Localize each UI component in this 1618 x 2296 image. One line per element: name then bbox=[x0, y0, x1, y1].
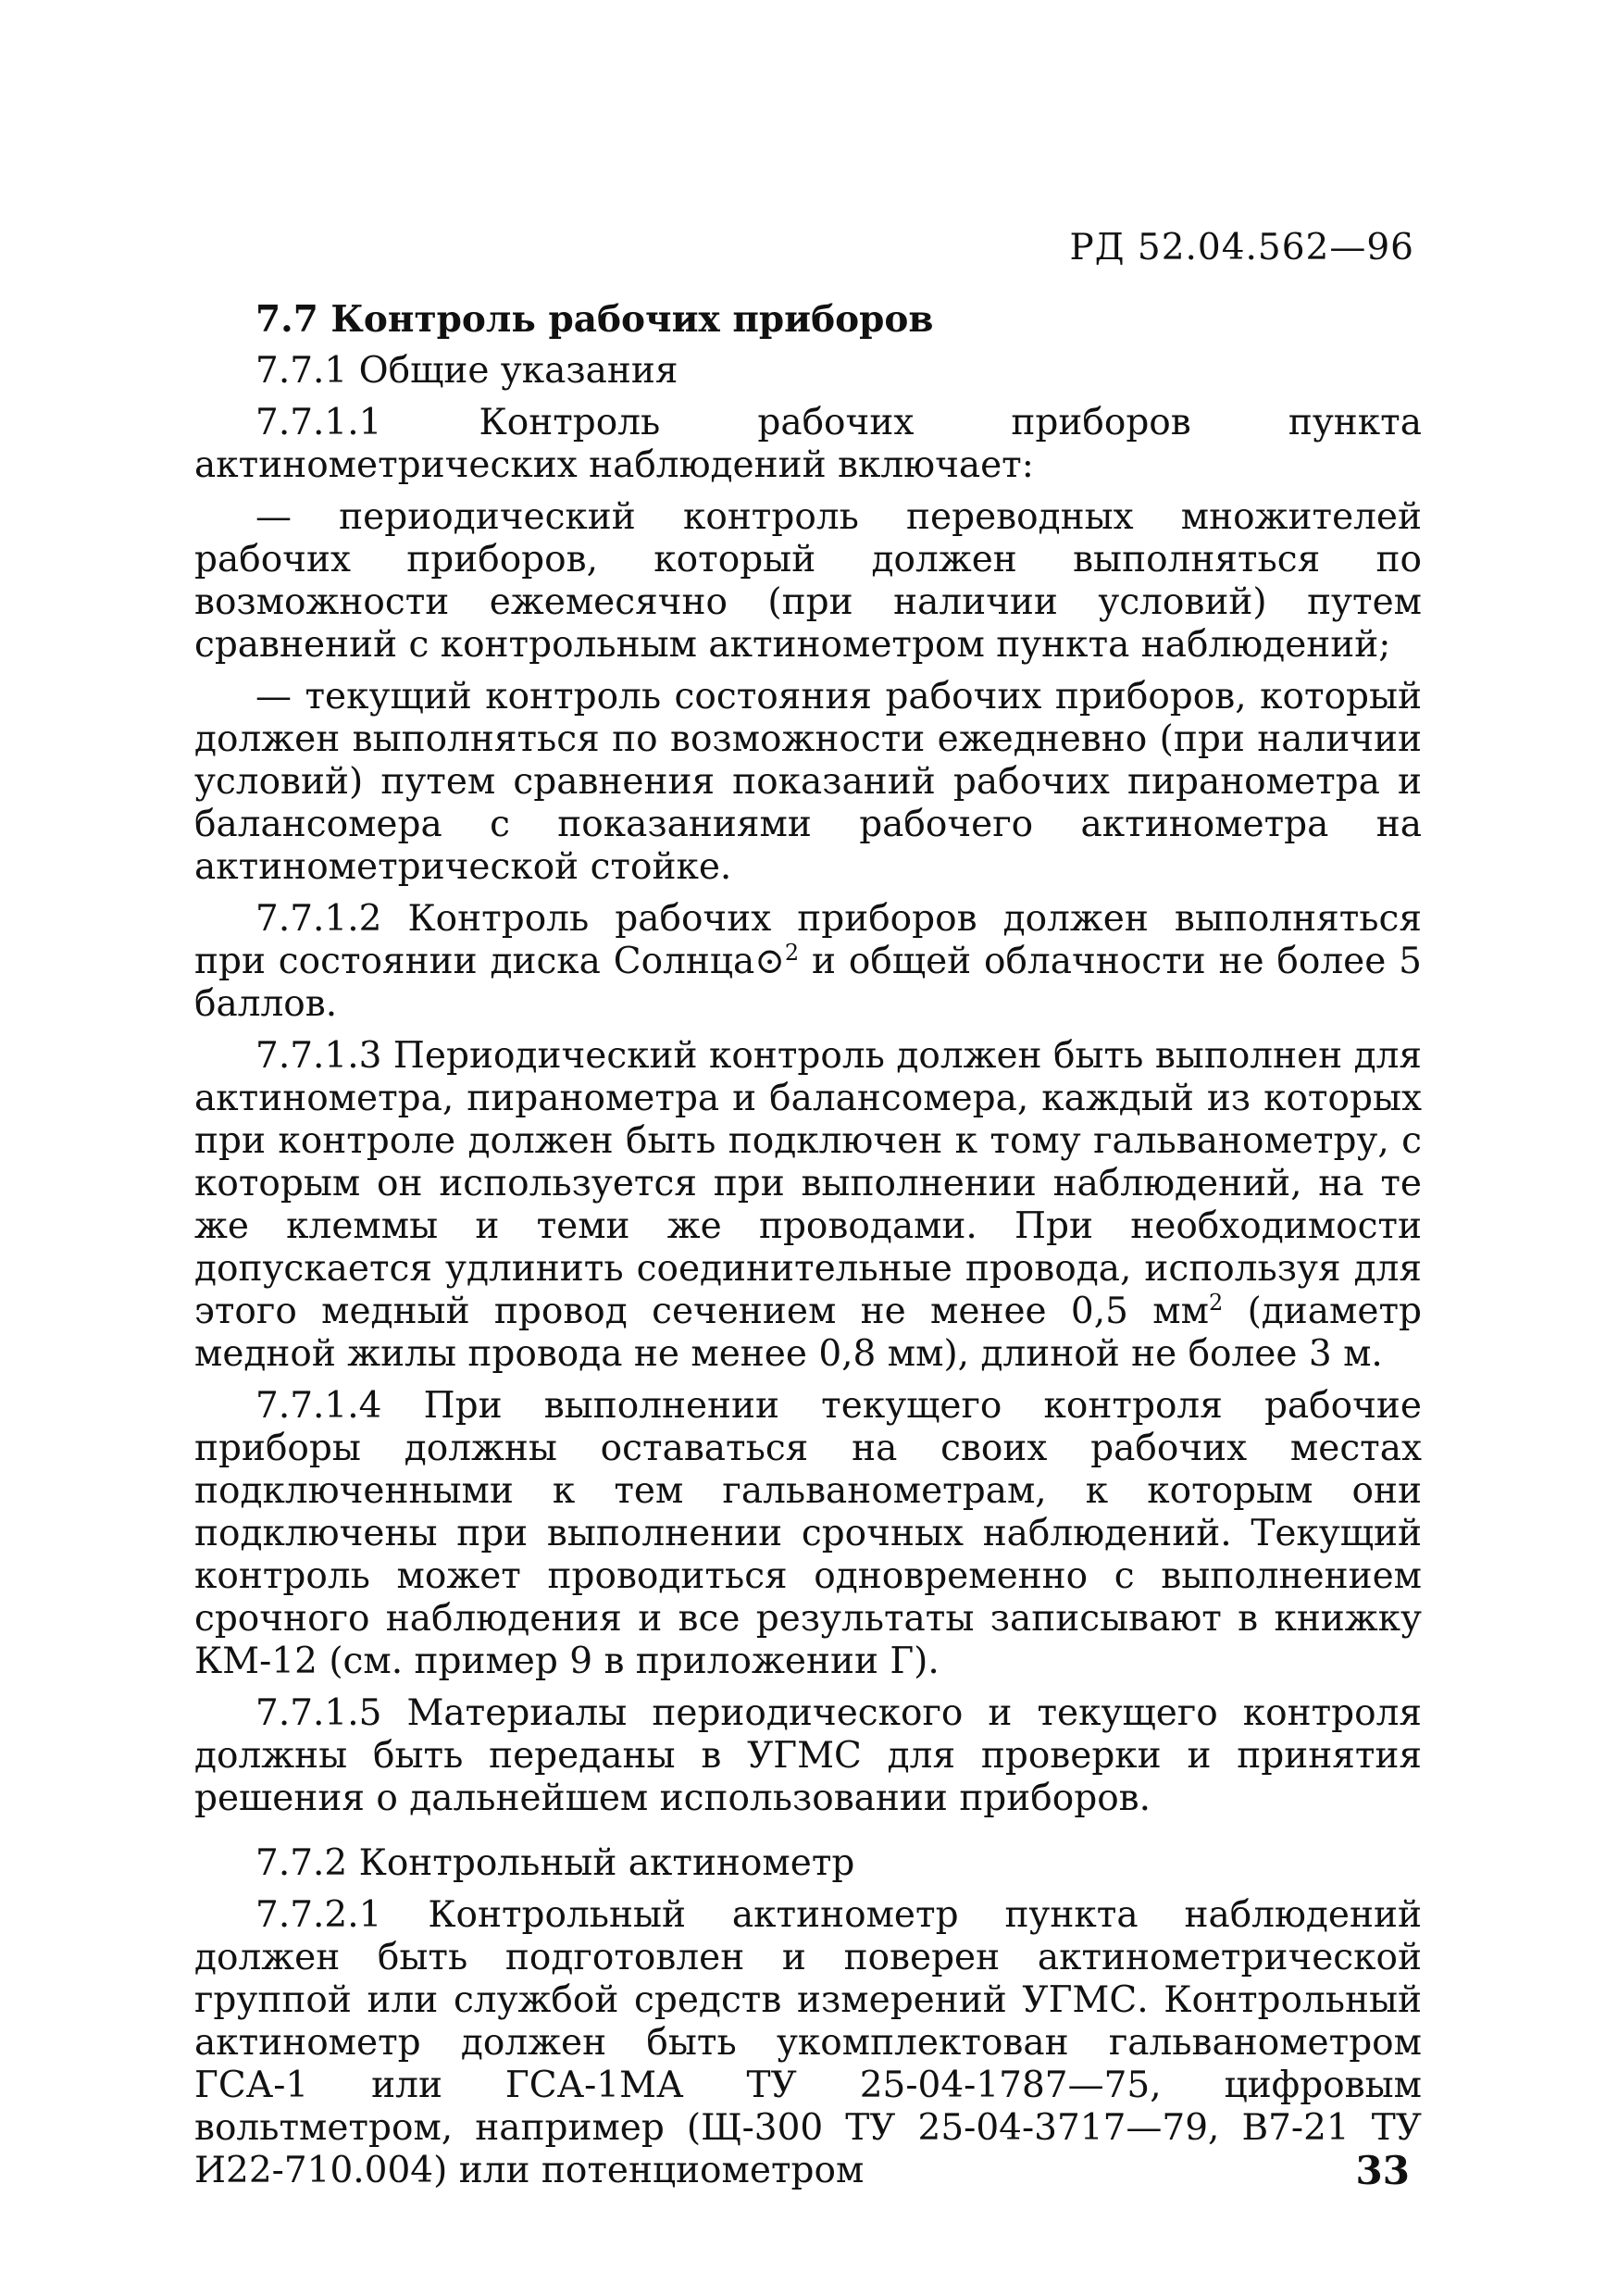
subsection-title-7-7-2: 7.7.2 Контрольный актинометр bbox=[255, 1842, 855, 1884]
paragraph-7-7-1-1-item-1: — периодический контроль переводных множителей рабочих приборов, который должен выполняться по возможности ежемесячно (при наличии условий) путем сравнений с контрольным актинометром пункта наблюдений; bbox=[194, 496, 1422, 666]
paragraph-7-7-1-5: 7.7.1.5 Материалы периодического и текущего контроля должны быть переданы в УГМС для проверки и принятия решения о дальнейшем использовании приборов. bbox=[194, 1692, 1422, 1819]
paragraph-7-7-2-1: 7.7.2.1 Контрольный актинометр пункта наблюдений должен быть подготовлен и поверен актинометрической группой или службой средств измерений УГМС. Контрольный актинометр должен быть укомплектован гальванометром ГСА-1 или ГСА-1МА ТУ 25-04-1787—75, цифровым вольтметром, например (Щ-300 ТУ 25-04-3717—79, В7-21 ТУ И22-710.004) или потенциометром bbox=[194, 1894, 1422, 2191]
paragraph-7-7-1-2-part-2: и общей облачности не более 5 баллов. bbox=[194, 941, 1422, 1025]
subsection-title-7-7-1: 7.7.1 Общие указания bbox=[255, 350, 678, 392]
page-body bbox=[194, 298, 1422, 2202]
paragraph-7-7-1-1-item-2: — текущий контроль состояния рабочих приборов, который должен выполняться по возможности ежедневно (при наличии условий) путем сравнения показаний рабочих пиранометра и балансомера с показаниями рабочего актинометра на актинометрической стойке. bbox=[194, 676, 1422, 888]
paragraph-7-7-1-1-intro: 7.7.1.1 Контроль рабочих приборов пункта актинометрических наблюдений включает: bbox=[194, 402, 1422, 486]
paragraph-7-7-1-3 bbox=[194, 1035, 1422, 1376]
paragraph-7-7-1-3-part-1: 7.7.1.3 Периодический контроль должен быть выполнен для актинометра, пиранометра и балансомера, каждый из которых при контроле должен быть подключен к тому гальванометру, с которым он используется при выполнении наблюдений, на те же клеммы и теми же проводами. При необходимости допускается удлинить соединительные провода, используя для этого медный провод сечением не менее 0,5 мм bbox=[194, 1035, 1422, 1332]
paragraph-7-7-1-2 bbox=[194, 898, 1422, 1026]
page-number: 33 bbox=[1355, 2148, 1410, 2193]
superscript-2: 2 bbox=[1208, 1290, 1224, 1316]
footnote-marker: 2 bbox=[784, 940, 800, 966]
paragraph-7-7-1-2-part-1: 7.7.1.2 Контроль рабочих приборов должен выполняться при состоянии диска Солнца⊙ bbox=[194, 898, 1422, 982]
section-heading: 7.7 Контроль рабочих приборов bbox=[255, 298, 934, 341]
paragraph-7-7-1-4: 7.7.1.4 При выполнении текущего контроля рабочие приборы должны оставаться на своих рабочих местах подключенными к тем гальванометрам, к которым они подключены при выполнении срочных наблюдений. Текущий контроль может проводиться одновременно с выполнением срочного наблюдения и все результаты записывают в книжку КМ-12 (см. пример 9 в приложении Г). bbox=[194, 1385, 1422, 1682]
document-code: РД 52.04.562—96 bbox=[1069, 227, 1414, 268]
paragraph-7-7-1-3-part-2: (диаметр медной жилы провода не менее 0,8 мм), длиной не более 3 м. bbox=[194, 1291, 1423, 1375]
